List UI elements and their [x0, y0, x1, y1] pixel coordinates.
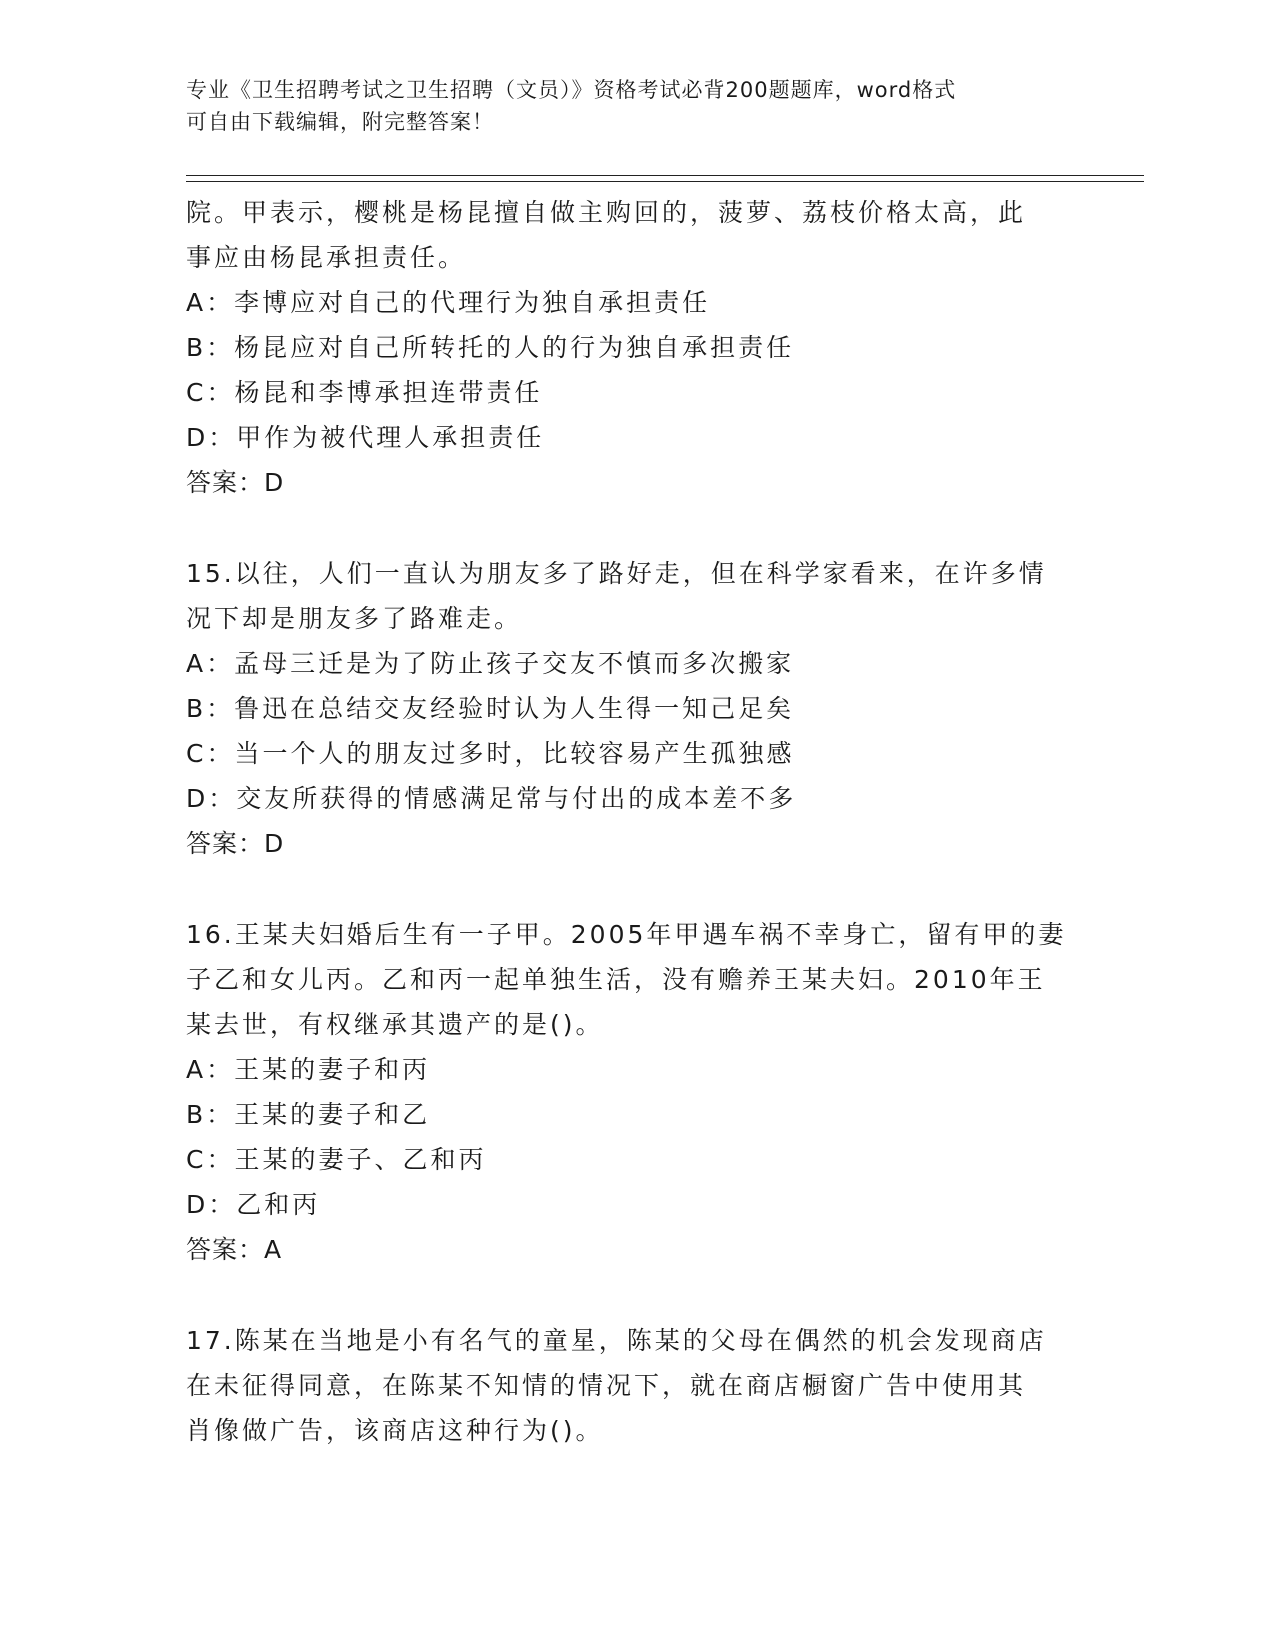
question-17 [186, 1318, 1086, 1453]
header-divider-bottom [186, 181, 1144, 182]
answer-line: 答案：D [186, 829, 285, 858]
question-text-line: 某去世，有权继承其遗产的是()。 [186, 1010, 604, 1039]
question-text-line: 16.王某夫妇婚后生有一子甲。2005年甲遇车祸不幸身亡，留有甲的妻 [186, 920, 1067, 949]
option-d: D：乙和丙 [186, 1190, 321, 1219]
option-c: C：当一个人的朋友过多时，比较容易产生孤独感 [186, 739, 795, 768]
question-text-line: 况下却是朋友多了路难走。 [186, 604, 523, 633]
option-b: B：鲁迅在总结交友经验时认为人生得一知己足矣 [186, 694, 795, 723]
option-c: C：杨昆和李博承担连带责任 [186, 378, 543, 407]
answer-line: 答案：A [186, 1235, 283, 1264]
question-text-line: 15.以往，人们一直认为朋友多了路好走，但在科学家看来，在许多情 [186, 559, 1047, 588]
header-line-2: 可自由下载编辑，附完整答案！ [186, 110, 494, 134]
option-c: C：王某的妻子、乙和丙 [186, 1145, 487, 1174]
option-d: D：甲作为被代理人承担责任 [186, 423, 545, 452]
document-body [186, 190, 1086, 1453]
document-header [186, 74, 1066, 138]
question-text-line: 院。甲表示，樱桃是杨昆擅自做主购回的，菠萝、荔枝价格太高，此 [186, 198, 1027, 227]
question-text-line: 在未征得同意，在陈某不知情的情况下，就在商店橱窗广告中使用其 [186, 1371, 1027, 1400]
question-text-line: 肖像做广告，该商店这种行为()。 [186, 1416, 604, 1445]
option-b: B：王某的妻子和乙 [186, 1100, 431, 1129]
option-b: B：杨昆应对自己所转托的人的行为独自承担责任 [186, 333, 795, 362]
answer-line: 答案：D [186, 468, 285, 497]
header-line-1: 专业《卫生招聘考试之卫生招聘（文员）》资格考试必背200题题库，word格式 [186, 78, 957, 102]
option-a: A：孟母三迁是为了防止孩子交友不慎而多次搬家 [186, 649, 795, 678]
question-text-line: 17.陈某在当地是小有名气的童星，陈某的父母在偶然的机会发现商店 [186, 1326, 1047, 1355]
question-text-line: 子乙和女儿丙。乙和丙一起单独生活，没有赡养王某夫妇。2010年王 [186, 965, 1046, 994]
question-text-line: 事应由杨昆承担责任。 [186, 243, 467, 272]
option-a: A：李博应对自己的代理行为独自承担责任 [186, 288, 711, 317]
question-15 [186, 551, 1086, 866]
header-divider-top [186, 175, 1144, 176]
option-d: D：交友所获得的情感满足常与付出的成本差不多 [186, 784, 797, 813]
question-14-continued [186, 190, 1086, 505]
option-a: A：王某的妻子和丙 [186, 1055, 431, 1084]
question-16 [186, 912, 1086, 1272]
